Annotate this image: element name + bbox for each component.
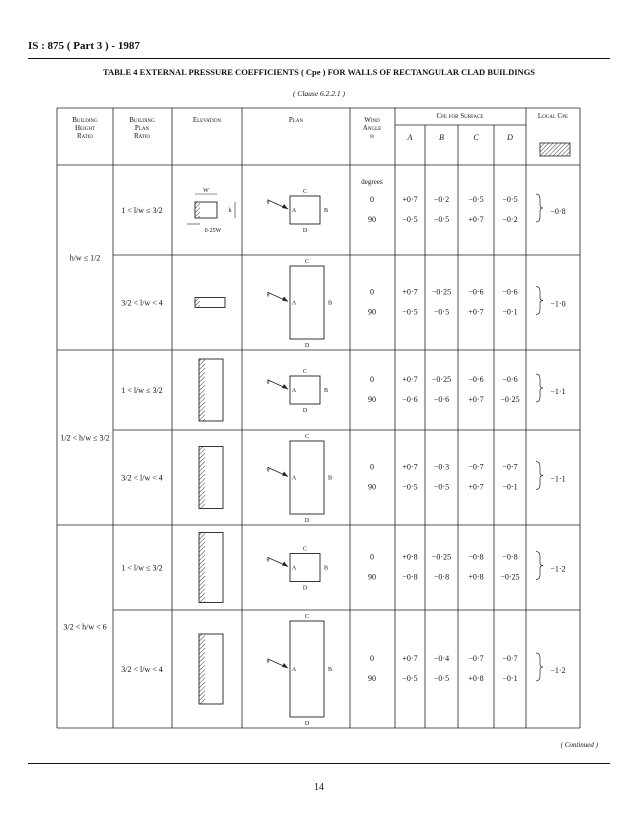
plan-b-label: B — [323, 208, 329, 214]
local-cpe-hatch-box — [540, 143, 570, 156]
dimension-w-label: W — [203, 188, 209, 194]
cpe-value: +0·8 — [468, 674, 484, 683]
cpe-value: −0·7 — [502, 462, 518, 472]
local-cpe-value: −1·2 — [550, 666, 566, 675]
header-surface-a: A — [407, 133, 413, 142]
cpe-value: +0·7 — [402, 375, 418, 384]
elevation-hatch — [199, 533, 205, 603]
theta-label: θ — [266, 292, 270, 299]
elevation-hatch — [199, 634, 205, 704]
cpe-value: +0·7 — [402, 195, 418, 204]
plan-c-label: C — [302, 546, 308, 553]
plan-c-label: C — [302, 369, 308, 375]
wind-angle-value: 90 — [368, 395, 376, 404]
elevation-hatch — [199, 359, 205, 421]
cpe-value: −0·5 — [402, 482, 418, 492]
cpe-value: −0·5 — [433, 482, 450, 492]
wind-angle-value: 90 — [368, 572, 376, 582]
cpe-value: −0·2 — [433, 195, 450, 204]
plan-a-label: A — [291, 475, 297, 482]
plan-a-label: A — [291, 388, 297, 394]
plan-a-label: A — [291, 667, 297, 673]
theta-label: θ — [266, 557, 270, 564]
header-wind-angle: θ — [370, 132, 374, 140]
cpe-value: −0·7 — [502, 654, 518, 663]
header-height-ratio: Building — [72, 116, 98, 124]
plan-ratio-label: 3/2 < l/w < 4 — [121, 298, 163, 308]
elevation-hatch — [199, 447, 205, 509]
header-plan-ratio: Building — [129, 116, 155, 124]
header-height-ratio: Height — [74, 124, 96, 132]
wind-arrowhead — [282, 204, 288, 209]
header-surface-b: B — [439, 133, 444, 142]
plan-b-label: B — [327, 667, 333, 673]
wind-angle-value: 0 — [370, 552, 374, 562]
theta-label: θ — [266, 659, 270, 665]
local-brace — [536, 462, 543, 490]
cpe-value: −0·5 — [433, 215, 450, 224]
cpe-value: −0·1 — [502, 307, 518, 317]
wind-arrowhead — [282, 562, 288, 567]
cpe-value: −0·5 — [433, 674, 450, 683]
wind-angle-value: 90 — [368, 307, 376, 317]
cpe-value: −0·25 — [431, 552, 452, 562]
header-height-ratio: Ratio — [76, 132, 94, 140]
plan-c-label: C — [302, 189, 308, 195]
continued-note: ( Continued ) — [560, 741, 598, 749]
plan-b-label: B — [327, 475, 333, 482]
dimension-h-label: h — [228, 208, 232, 214]
header-wind-angle: Angle — [362, 124, 382, 132]
plan-a-label: A — [291, 208, 297, 214]
cpe-value: −0·5 — [402, 307, 418, 317]
plan-b-label: B — [323, 388, 329, 394]
standard-header: IS : 875 ( Part 3 ) - 1987 — [28, 40, 140, 52]
table-clause: ( Clause 6.2.2.1 ) — [292, 89, 346, 98]
dimension-offset-label: 0·25W — [204, 228, 222, 234]
wind-arrowhead — [282, 663, 288, 668]
plan-b-label: B — [323, 565, 329, 572]
cpe-value: +0·7 — [468, 482, 484, 492]
theta-label: θ — [266, 467, 270, 474]
wind-angle-value: 0 — [370, 654, 374, 663]
header-plan: Plan — [288, 116, 304, 124]
wind-arrowhead — [282, 472, 288, 477]
theta-label: θ — [266, 200, 270, 206]
wind-angle-value: 90 — [368, 215, 376, 224]
elevation-hatch — [195, 298, 200, 308]
cpe-value: −0·5 — [433, 307, 450, 317]
header-surface-c: C — [473, 133, 479, 142]
plan-c-label: C — [304, 434, 310, 440]
cpe-value: −0·5 — [402, 215, 418, 224]
height-group-label: 1/2 < h/w ≤ 3/2 — [60, 433, 110, 443]
cpe-value: −0·6 — [468, 287, 484, 297]
degrees-label: degrees — [361, 178, 383, 186]
cpe-value: −0·2 — [502, 215, 518, 224]
cpe-value: −0·6 — [502, 375, 518, 384]
header-wind-angle: Wind — [364, 116, 380, 124]
header-plan-ratio: Ratio — [133, 132, 151, 140]
plan-d-label: D — [302, 585, 308, 592]
plan-c-label: C — [304, 259, 310, 265]
cpe-value: +0·7 — [468, 307, 484, 317]
cpe-value: −0·1 — [502, 482, 518, 492]
plan-d-label: D — [304, 343, 310, 349]
local-brace — [536, 552, 543, 580]
plan-ratio-label: 3/2 < l/w < 4 — [121, 665, 163, 674]
wind-angle-value: 90 — [368, 674, 376, 683]
local-brace — [536, 374, 543, 402]
cpe-value: −0·6 — [402, 395, 418, 404]
local-cpe-value: −1·2 — [550, 564, 566, 574]
cpe-value: −0·6 — [502, 287, 518, 297]
wind-angle-value: 0 — [370, 287, 374, 297]
cpe-value: +0·7 — [402, 287, 418, 297]
cpe-value: +0·7 — [468, 215, 484, 224]
local-cpe-value: −1·1 — [550, 387, 566, 396]
local-cpe-value: −1·1 — [550, 474, 566, 484]
wind-angle-value: 90 — [368, 482, 376, 492]
cpe-value: +0·7 — [402, 654, 418, 663]
wind-arrowhead — [282, 384, 288, 389]
wind-arrowhead — [282, 297, 288, 302]
cpe-value: −0·6 — [468, 375, 484, 384]
wind-angle-value: 0 — [370, 375, 374, 384]
plan-d-label: D — [304, 721, 310, 727]
cpe-value: −0·1 — [502, 674, 518, 683]
cpe-value: −0·8 — [433, 572, 450, 582]
header-elevation: Elevation — [192, 116, 222, 124]
cpe-value: −0·5 — [402, 674, 418, 683]
bottom-rule — [28, 763, 610, 764]
cpe-value: +0·7 — [468, 395, 484, 404]
header-cpe-surface: Cpe for Surface — [436, 112, 484, 120]
plan-d-label: D — [302, 408, 308, 414]
header-local-cpe: Local Cpe — [537, 112, 569, 120]
cpe-value: −0·6 — [433, 395, 450, 404]
plan-a-label: A — [291, 300, 297, 307]
cpe-value: −0·8 — [468, 552, 484, 562]
table-title: TABLE 4 EXTERNAL PRESSURE COEFFICIENTS ( Cpe ) FOR WALLS OF RECTANGULAR CLAD BUILDINGS — [102, 67, 536, 77]
cpe-value: −0·7 — [468, 654, 484, 663]
plan-ratio-label: 1 < l/w ≤ 3/2 — [121, 386, 163, 395]
local-brace — [536, 287, 543, 315]
local-cpe-value: −1·0 — [550, 299, 566, 309]
theta-label: θ — [266, 380, 270, 386]
wind-angle-value: 0 — [370, 195, 374, 204]
page-number: 14 — [314, 782, 324, 793]
cpe-value: +0·7 — [402, 462, 418, 472]
cpe-value: −0·3 — [433, 462, 450, 472]
plan-d-label: D — [302, 228, 308, 234]
cpe-value: −0·8 — [502, 552, 518, 562]
cpe-value: −0·25 — [500, 395, 520, 404]
plan-d-label: D — [304, 518, 310, 524]
plan-a-label: A — [291, 565, 297, 572]
plan-ratio-label: 1 < l/w ≤ 3/2 — [121, 206, 163, 215]
wind-angle-value: 0 — [370, 462, 374, 472]
header-plan-ratio: Plan — [134, 124, 150, 132]
plan-ratio-label: 1 < l/w ≤ 3/2 — [121, 563, 163, 573]
cpe-value: −0·25 — [431, 287, 452, 297]
elevation-hatch — [195, 202, 200, 218]
plan-c-label: C — [304, 614, 310, 620]
plan-ratio-label: 3/2 < l/w < 4 — [121, 473, 163, 483]
cpe-value: −0·4 — [433, 654, 450, 663]
local-brace — [536, 194, 543, 222]
cpe-value: −0·5 — [502, 195, 518, 204]
height-group-label: 3/2 < h/w < 6 — [63, 622, 107, 632]
cpe-value: −0·8 — [402, 572, 418, 582]
cpe-value: −0·25 — [431, 375, 452, 384]
height-group-label: h/w ≤ 1/2 — [69, 253, 101, 263]
cpe-value: +0·8 — [468, 572, 484, 582]
local-brace — [536, 653, 543, 681]
cpe-value: −0·7 — [468, 462, 484, 472]
local-cpe-value: −0·8 — [550, 207, 566, 216]
plan-b-label: B — [327, 300, 333, 307]
cpe-value: +0·8 — [402, 552, 418, 562]
cpe-value: −0·25 — [500, 572, 520, 582]
header-surface-d: D — [507, 133, 513, 142]
cpe-value: −0·5 — [468, 195, 484, 204]
